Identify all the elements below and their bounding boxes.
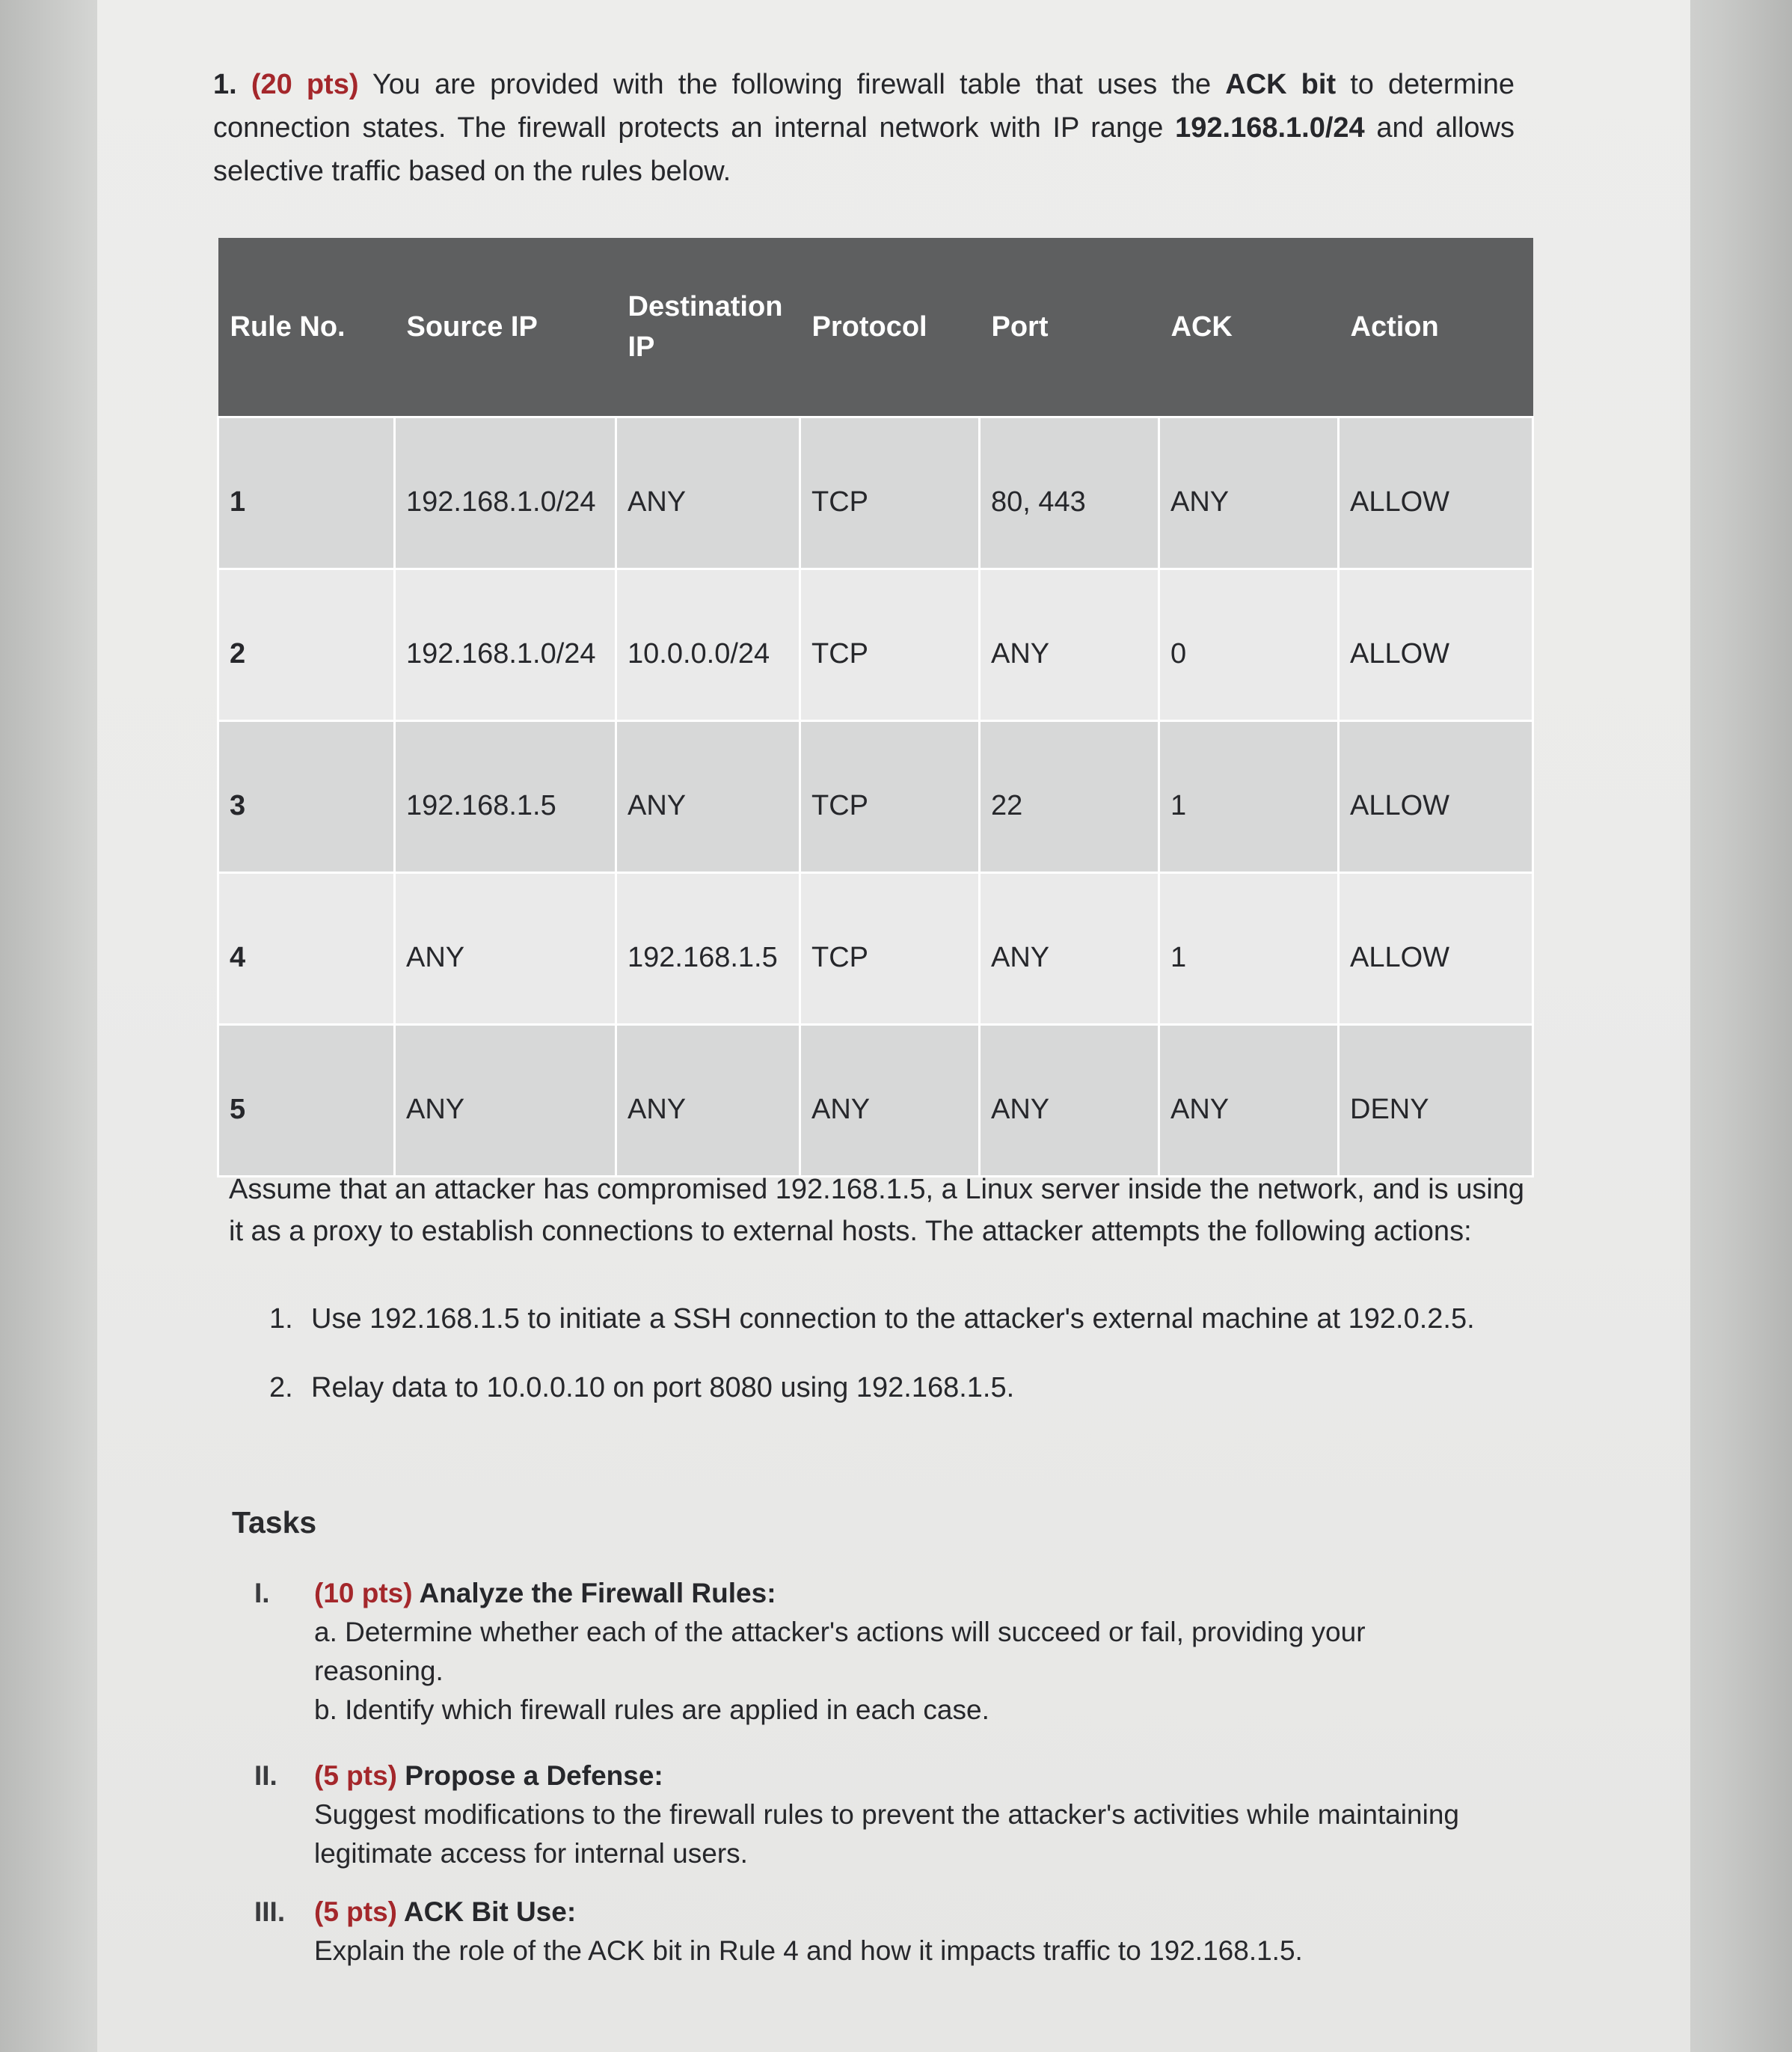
question-number: 1. [213, 69, 237, 100]
cell-port: 80, 443 [980, 417, 1159, 569]
cell-action: ALLOW [1339, 569, 1533, 721]
cell-source-ip: 192.168.1.0/24 [395, 569, 616, 721]
question-text-1: You are provided with the following firewall table that uses the [358, 69, 1226, 100]
cell-protocol: TCP [800, 873, 980, 1025]
task-roman-numeral: I. [254, 1578, 270, 1608]
cell-action: ALLOW [1339, 721, 1533, 873]
cell-destination-ip: ANY [616, 417, 800, 569]
action-text: Relay data to 10.0.0.10 on port 8080 using 192.168.1.5. [311, 1372, 1015, 1403]
task-line: a. Determine whether each of the attacker's actions will succeed or fail, providing your reasoning. [314, 1617, 1366, 1686]
question-intro [213, 63, 1515, 193]
cell-source-ip: 192.168.1.0/24 [395, 417, 616, 569]
table-header-row [218, 238, 1533, 417]
cell-rule-no: 3 [218, 721, 395, 873]
ack-bit-term: ACK bit [1225, 69, 1337, 100]
cell-action: ALLOW [1339, 873, 1533, 1025]
action-text: Use 192.168.1.5 to initiate a SSH connection to the attacker's external machine at 192.0.2.5. [311, 1303, 1475, 1335]
question-text-2: to determine connection states. The firewall protects an internal network with IP range [213, 69, 1515, 144]
task-body [314, 1574, 1481, 1730]
cell-source-ip: ANY [395, 873, 616, 1025]
task-heading: Analyze the Firewall Rules: [412, 1578, 776, 1608]
attacker-actions-list [269, 1303, 1541, 1441]
task-points: (5 pts) [314, 1760, 397, 1791]
cell-protocol: TCP [800, 569, 980, 721]
list-item [269, 1303, 1541, 1372]
cell-protocol: TCP [800, 417, 980, 569]
cell-destination-ip: ANY [616, 721, 800, 873]
tasks-heading: Tasks [232, 1505, 317, 1540]
cell-action: DENY [1339, 1025, 1533, 1177]
action-number: 2. [269, 1372, 293, 1403]
task-points: (5 pts) [314, 1896, 397, 1927]
cell-port: 22 [980, 721, 1159, 873]
header-protocol: Protocol [800, 238, 980, 417]
task-body [314, 1757, 1481, 1873]
cell-rule-no: 5 [218, 1025, 395, 1177]
question-points: (20 pts) [251, 69, 359, 100]
cell-protocol: TCP [800, 721, 980, 873]
cell-rule-no: 2 [218, 569, 395, 721]
cell-rule-no: 1 [218, 417, 395, 569]
question-text-3: and allows selective traffic based on the rules below. [213, 112, 1515, 187]
cell-rule-no: 4 [218, 873, 395, 1025]
task-roman-numeral: III. [254, 1896, 286, 1927]
task-line: Suggest modifications to the firewall rules to prevent the attacker's activities while maintaining legitimate access for internal users. [314, 1799, 1459, 1869]
cell-ack: ANY [1159, 1025, 1339, 1177]
cell-source-ip: 192.168.1.5 [395, 721, 616, 873]
ip-range: 192.168.1.0/24 [1175, 112, 1365, 144]
cell-port: ANY [980, 569, 1159, 721]
task-points: (10 pts) [314, 1578, 413, 1608]
task-heading: ACK Bit Use: [397, 1896, 577, 1927]
cell-destination-ip: 192.168.1.5 [616, 873, 800, 1025]
table-row [218, 1025, 1533, 1177]
header-port: Port [980, 238, 1159, 417]
cell-port: ANY [980, 1025, 1159, 1177]
table-row [218, 873, 1533, 1025]
table-row [218, 569, 1533, 721]
task-line: b. Identify which firewall rules are applied in each case. [314, 1694, 989, 1725]
list-item [269, 1372, 1541, 1441]
cell-source-ip: ANY [395, 1025, 616, 1177]
cell-ack: 0 [1159, 569, 1339, 721]
action-number: 1. [269, 1303, 293, 1335]
table-row [218, 721, 1533, 873]
cell-destination-ip: ANY [616, 1025, 800, 1177]
cell-ack: 1 [1159, 873, 1339, 1025]
header-ack: ACK [1159, 238, 1339, 417]
cell-destination-ip: 10.0.0.0/24 [616, 569, 800, 721]
header-source-ip: Source IP [395, 238, 616, 417]
cell-ack: ANY [1159, 417, 1339, 569]
task-roman-numeral: II. [254, 1760, 277, 1791]
table-row [218, 417, 1533, 569]
task-line: Explain the role of the ACK bit in Rule 4 and how it impacts traffic to 192.168.1.5. [314, 1935, 1303, 1966]
cell-action: ALLOW [1339, 417, 1533, 569]
header-rule-no: Rule No. [218, 238, 395, 417]
header-destination-ip: Destination IP [616, 238, 800, 417]
cell-protocol: ANY [800, 1025, 980, 1177]
task-body [314, 1893, 1481, 1970]
cell-port: ANY [980, 873, 1159, 1025]
header-action: Action [1339, 238, 1533, 417]
task-heading: Propose a Defense: [397, 1760, 663, 1791]
scenario-paragraph: Assume that an attacker has compromised 192.168.1.5, a Linux server inside the network, and is using it as a proxy to establish connections to external hosts. The attacker attempts the following actions: [229, 1174, 1525, 1247]
firewall-table [217, 238, 1534, 1177]
cell-ack: 1 [1159, 721, 1339, 873]
